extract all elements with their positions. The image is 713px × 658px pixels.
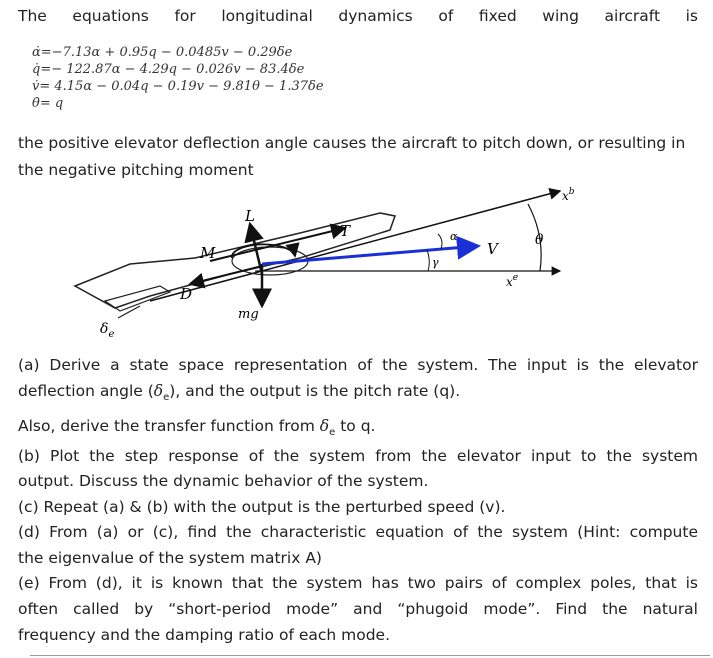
- delta-e-symbol: δ: [153, 382, 164, 400]
- question-a-line1: (a) Derive a state space representation of the system. The input is the elevator: [18, 356, 698, 374]
- question-a-line2-post: ), and the output is the pitch rate (q).: [169, 382, 461, 400]
- gamma-arc: [427, 250, 429, 271]
- question-c: (c) Repeat (a) & (b) with the output is the perturbed speed (v).: [18, 498, 506, 516]
- question-e-line3: frequency and the damping ratio of each mode.: [18, 626, 391, 644]
- equation-alpha-dot: α̇=−7.13α + 0.95q − 0.0485v − 0.29δe: [32, 45, 293, 60]
- label-alpha: α: [450, 230, 458, 243]
- label-L: L: [245, 207, 255, 225]
- question-e-line1: (e) From (d), it is known that the system has two pairs of complex poles, that is: [18, 574, 698, 592]
- question-a-line3-post: to q.: [340, 417, 376, 435]
- label-delta-e: $\delta_e$: [100, 321, 115, 340]
- question-b-line1: (b) Plot the step response of the system from the elevator input to the system: [18, 447, 698, 465]
- label-V: V: [487, 240, 498, 258]
- note-text: the positive elevator deflection angle causes the aircraft to pitch down, or resulting in the negative pitching moment: [18, 134, 686, 179]
- equation-theta-dot: θ̇= q: [32, 96, 64, 111]
- label-T: T: [340, 222, 351, 240]
- intro-text: The equations for longitudinal dynamics of fixed wing aircraft is: [18, 7, 698, 25]
- alpha-arc: [438, 234, 442, 249]
- question-e-line2: often called by “short-period mode” and “phugoid mode”. Find the natural: [18, 600, 698, 618]
- label-M: M: [200, 244, 216, 262]
- label-D: D: [180, 285, 193, 303]
- label-mg: mg: [238, 307, 259, 322]
- delta-e-subscript: e: [163, 392, 170, 404]
- question-a-line3: [18, 414, 698, 446]
- bottom-divider: [30, 655, 710, 656]
- label-theta: θ: [535, 232, 544, 248]
- question-a-line3-pre: Also, derive the transfer function from: [18, 417, 315, 435]
- delta-e-symbol-2: δ: [319, 417, 330, 435]
- label-gamma: γ: [432, 256, 439, 269]
- equation-v-dot: v̇= 4.15α − 0.04q − 0.19v − 9.81θ − 1.37δe: [32, 79, 324, 94]
- label-xe: $x^e$: [506, 273, 519, 289]
- delta-e-subscript-2: e: [329, 427, 336, 439]
- question-a-line2-pre: deflection angle (: [18, 382, 154, 400]
- label-xb: $x^b$: [562, 187, 575, 203]
- equation-block: [32, 44, 324, 112]
- thrust-arrow: [210, 228, 345, 261]
- question-a-line2: [18, 379, 698, 411]
- aircraft-diagram: [0, 186, 713, 346]
- equation-q-dot: q̇=− 122.87α − 4.29q − 0.026v − 83.4δe: [32, 62, 305, 77]
- question-b-line2: output. Discuss the dynamic behavior of the system.: [18, 472, 429, 490]
- question-d-line2: the eigenvalue of the system matrix A): [18, 549, 322, 567]
- question-d-line1: (d) From (a) or (c), find the characteristic equation of the system (Hint: compute: [18, 523, 698, 541]
